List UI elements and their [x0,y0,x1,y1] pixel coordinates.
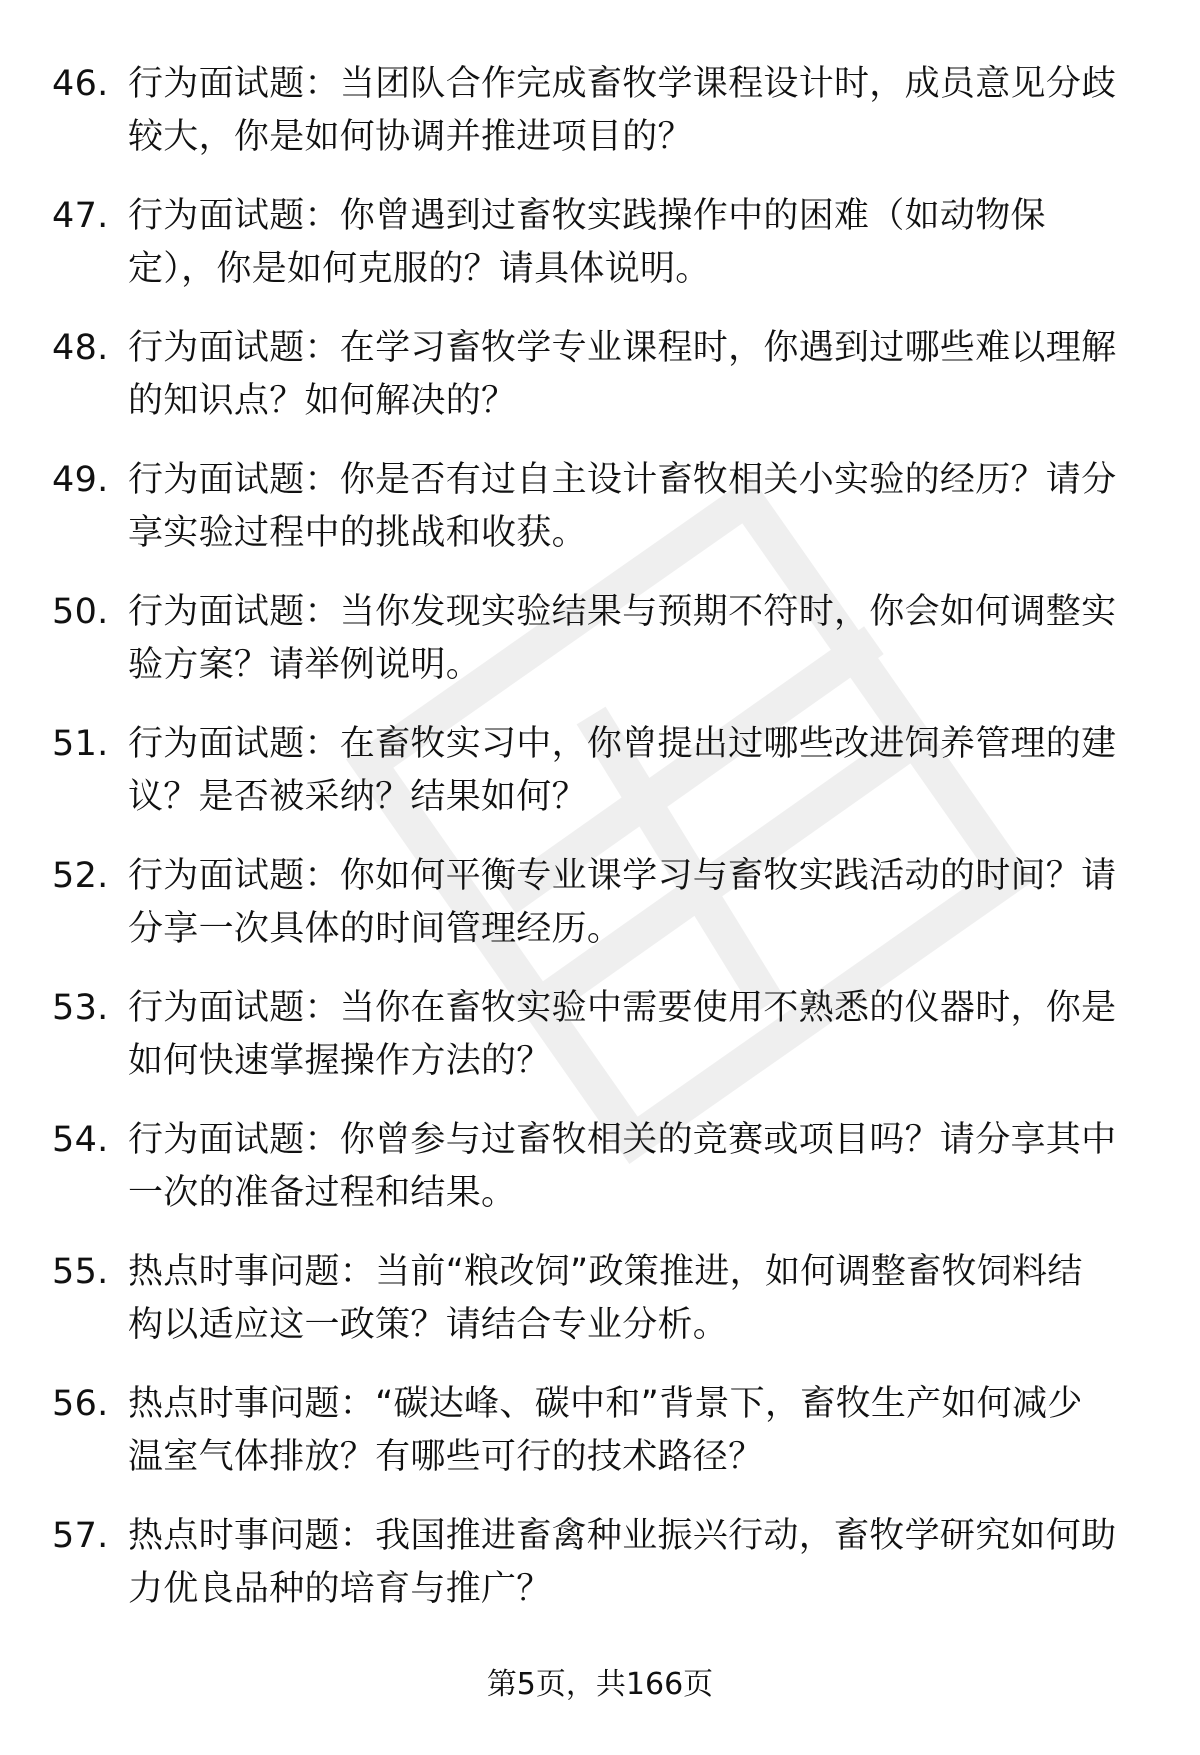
question-number: 47. [52,196,109,236]
question-number: 52. [52,856,109,896]
question-number: 51. [52,724,109,764]
question-text-line: 热点时事问题：我国推进畜禽种业振兴行动，畜牧学研究如何助 [128,1516,1117,1556]
question-number: 53. [52,988,109,1028]
question-item [52,718,1152,850]
question-item [52,982,1152,1114]
question-text [128,1510,1138,1616]
question-text-line: 热点时事问题：“碳达峰、碳中和”背景下，畜牧生产如何减少 [128,1384,1083,1424]
question-item [52,454,1152,586]
question-text-line: 定），你是如何克服的？请具体说明。 [128,249,711,289]
question-text [128,850,1138,956]
question-text [128,1378,1138,1484]
question-number: 55. [52,1252,109,1292]
question-number: 46. [52,64,109,104]
question-text-line: 行为面试题：当你发现实验结果与预期不符时，你会如何调整实 [128,592,1117,632]
question-list [52,58,1152,1642]
question-text-line: 行为面试题：在学习畜牧学专业课程时，你遇到过哪些难以理解 [128,328,1117,368]
question-number: 48. [52,328,109,368]
question-text-line: 享实验过程中的挑战和收获。 [128,513,587,553]
question-text-line: 行为面试题：当团队合作完成畜牧学课程设计时，成员意见分歧 [128,64,1117,104]
question-item [52,1510,1152,1642]
question-item [52,1378,1152,1510]
question-item [52,850,1152,982]
question-text [128,718,1138,824]
question-text-line: 如何快速掌握操作方法的？ [128,1041,552,1081]
question-number: 54. [52,1120,109,1160]
question-text-line: 行为面试题：你是否有过自主设计畜牧相关小实验的经历？请分 [128,460,1117,500]
question-item [52,58,1152,190]
question-text [128,322,1138,428]
page-footer [0,1665,1200,1705]
question-text-line: 行为面试题：当你在畜牧实验中需要使用不熟悉的仪器时，你是 [128,988,1117,1028]
question-text-line: 验方案？请举例说明。 [128,645,482,685]
question-text-line: 行为面试题：在畜牧实习中，你曾提出过哪些改进饲养管理的建 [128,724,1117,764]
question-text-line: 行为面试题：你曾遇到过畜牧实践操作中的困难（如动物保 [128,196,1046,236]
question-item [52,1246,1152,1378]
question-text [128,58,1138,164]
question-text-line: 一次的准备过程和结果。 [128,1173,517,1213]
question-text [128,1246,1138,1352]
question-number: 50. [52,592,109,632]
question-text [128,1114,1138,1220]
question-text-line: 力优良品种的培育与推广？ [128,1569,552,1609]
question-text-line: 行为面试题：你曾参与过畜牧相关的竞赛或项目吗？请分享其中 [128,1120,1117,1160]
question-text-line: 的知识点？如何解决的？ [128,381,517,421]
question-item [52,1114,1152,1246]
question-item [52,586,1152,718]
question-number: 49. [52,460,109,500]
question-text-line: 议？是否被采纳？结果如何？ [128,777,587,817]
page-number-label: 第5页，共166页 [486,1667,714,1702]
question-text-line: 热点时事问题：当前“粮改饲”政策推进，如何调整畜牧饲料结 [128,1252,1083,1292]
question-text-line: 分享一次具体的时间管理经历。 [128,909,623,949]
question-text-line: 行为面试题：你如何平衡专业课学习与畜牧实践活动的时间？请 [128,856,1117,896]
question-number: 57. [52,1516,109,1556]
question-item [52,322,1152,454]
question-text-line: 温室气体排放？有哪些可行的技术路径？ [128,1437,764,1477]
question-text [128,586,1138,692]
question-text [128,190,1138,296]
question-text [128,454,1138,560]
question-text-line: 较大，你是如何协调并推进项目的？ [128,117,693,157]
question-item [52,190,1152,322]
question-number: 56. [52,1384,109,1424]
question-text-line: 构以适应这一政策？请结合专业分析。 [128,1305,729,1345]
question-text [128,982,1138,1088]
